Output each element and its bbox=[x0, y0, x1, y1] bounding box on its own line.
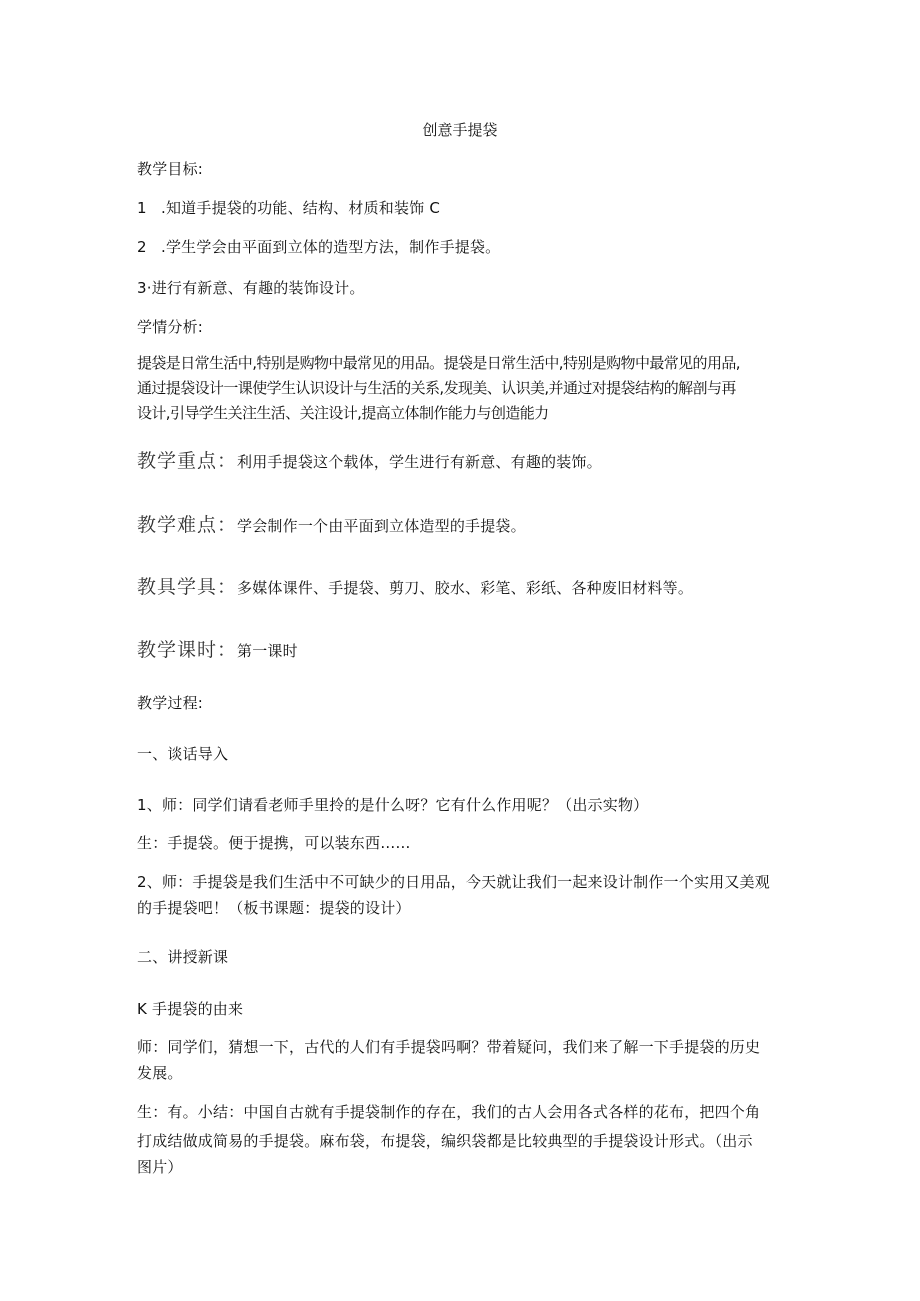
analysis-line-1: 提袋是日常生活中,特别是购物中最常见的用品。提袋是日常生活中,特别是购物中最常见的用品, bbox=[137, 354, 740, 372]
goal-item-2 bbox=[137, 236, 500, 258]
goal-item-2-number: 2 bbox=[137, 238, 147, 256]
section-1-line-1: 1、师：同学们请看老师手里拎的是什么呀？它有什么作用呢？（出示实物） bbox=[137, 796, 649, 814]
analysis-line-2: 通过提袋设计一课使学生认识设计与生活的关系,发现美、认识美,并通过对提袋结构的解剖与再 bbox=[137, 379, 736, 397]
goal-item-1-text: .知道手提袋的功能、结构、材质和装饰 C bbox=[161, 199, 441, 217]
goal-item-3: 3·进行有新意、有趣的装饰设计。 bbox=[137, 279, 365, 297]
key-point bbox=[137, 450, 602, 473]
key-point-label: 教学重点： bbox=[137, 450, 238, 472]
key-point-text: 利用手提袋这个载体，学生进行有新意、有趣的装饰。 bbox=[237, 453, 602, 471]
section-1-heading: 一、谈话导入 bbox=[137, 745, 229, 763]
process-heading: 教学过程: bbox=[137, 694, 204, 712]
section-2-line-1b: 发展。 bbox=[137, 1064, 183, 1082]
section-2-subheading: K 手提袋的由来 bbox=[137, 1000, 244, 1018]
goal-item-2-text: .学生学会由平面到立体的造型方法，制作手提袋。 bbox=[161, 238, 501, 256]
section-1-line-2: 生：手提袋。便于提携，可以装东西…… bbox=[137, 834, 411, 852]
section-1-line-3a: 2、师：手提袋是我们生活中不可缺少的日用品，今天就让我们一起来设计制作一个实用又美观 bbox=[137, 873, 770, 891]
tools-label: 教具学具： bbox=[137, 576, 238, 598]
section-1-line-3b: 的手提袋吧！（板书课题：提袋的设计） bbox=[137, 899, 411, 917]
section-2-heading: 二、讲授新课 bbox=[137, 948, 229, 966]
section-2-line-2c: 图片） bbox=[137, 1158, 183, 1176]
tools-text: 多媒体课件、手提袋、剪刀、胶水、彩笔、彩纸、各种废旧材料等。 bbox=[237, 579, 694, 597]
difficulty-label: 教学难点： bbox=[137, 514, 238, 536]
tools bbox=[137, 576, 693, 599]
goal-item-1 bbox=[137, 197, 440, 219]
page-title: 创意手提袋 bbox=[422, 121, 498, 139]
goals-heading: 教学目标: bbox=[137, 160, 204, 178]
section-2-line-1a: 师：同学们，猜想一下，古代的人们有手提袋吗啊？带着疑问，我们来了解一下手提袋的历史 bbox=[137, 1038, 761, 1056]
difficulty bbox=[137, 514, 526, 537]
hours-text: 第一课时 bbox=[237, 642, 298, 660]
section-2-line-2b: 打成结做成简易的手提袋。麻布袋，布提袋，编织袋都是比较典型的手提袋设计形式。（出示 bbox=[137, 1132, 753, 1150]
goal-item-1-number: 1 bbox=[137, 199, 147, 217]
analysis-heading: 学情分析: bbox=[137, 318, 204, 336]
section-2-line-2a: 生：有。小结：中国自古就有手提袋制作的存在，我们的古人会用各式各样的花布，把四个角 bbox=[137, 1103, 761, 1121]
analysis-line-3: 设计,引导学生关注生活、关注设计,提高立体制作能力与创造能力 bbox=[137, 404, 549, 422]
difficulty-text: 学会制作一个由平面到立体造型的手提袋。 bbox=[237, 517, 526, 535]
hours-label: 教学课时： bbox=[137, 639, 238, 661]
hours bbox=[137, 639, 298, 662]
